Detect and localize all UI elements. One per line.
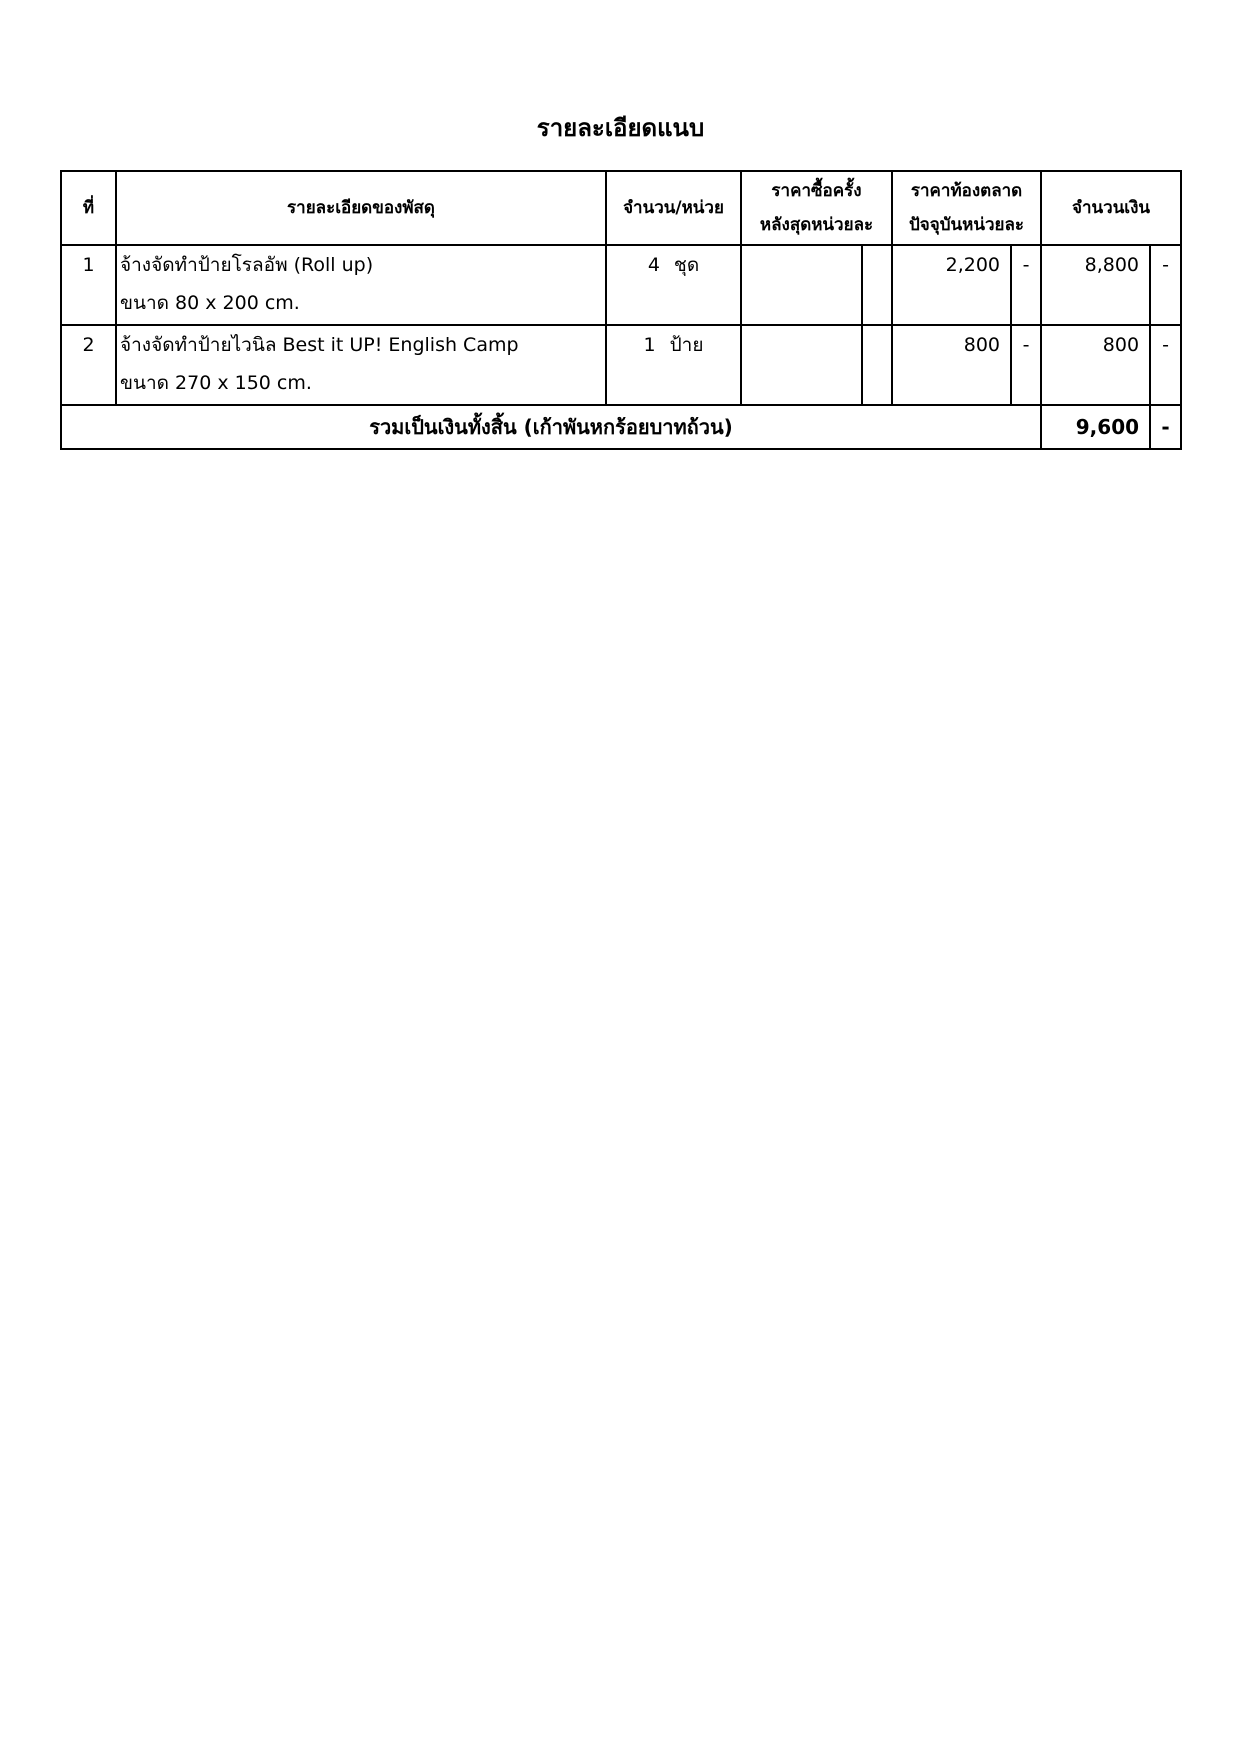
row-market-price-satang: - bbox=[1011, 325, 1041, 405]
header-last-price-line2: หลังสุดหน่วยละ bbox=[759, 215, 874, 235]
row-quantity-value: 4 bbox=[647, 254, 660, 276]
row-description-line1: จ้างจัดทำป้ายไวนิล Best it UP! English Camp bbox=[120, 334, 519, 356]
header-amount: จำนวนเงิน bbox=[1041, 171, 1181, 245]
total-satang: - bbox=[1150, 405, 1181, 449]
table-row bbox=[61, 325, 1181, 405]
row-last-price-satang bbox=[862, 245, 892, 325]
header-description: รายละเอียดของพัสดุ bbox=[116, 171, 606, 245]
row-amount-satang: - bbox=[1150, 245, 1181, 325]
row-amount-satang: - bbox=[1150, 325, 1181, 405]
header-market-price bbox=[892, 171, 1041, 245]
row-quantity bbox=[606, 245, 741, 325]
row-unit: ชุด bbox=[673, 254, 700, 276]
header-no: ที่ bbox=[61, 171, 116, 245]
row-description bbox=[116, 325, 606, 405]
document-title: รายละเอียดแนบ bbox=[536, 114, 705, 142]
header-quantity-unit: จำนวน/หน่วย bbox=[606, 171, 741, 245]
row-description-line2: ขนาด 270 x 150 cm. bbox=[120, 372, 312, 394]
row-market-price: 2,200 bbox=[892, 245, 1011, 325]
header-market-price-line1: ราคาท้องตลาด bbox=[910, 181, 1023, 201]
row-last-price-satang bbox=[862, 325, 892, 405]
row-quantity-value: 1 bbox=[643, 334, 656, 356]
header-row bbox=[61, 171, 1181, 245]
row-unit: ป้าย bbox=[669, 334, 704, 356]
total-label: รวมเป็นเงินทั้งสิ้น (เก้าพันหกร้อยบาทถ้วน) bbox=[61, 405, 1041, 449]
total-row bbox=[61, 405, 1181, 449]
table-row bbox=[61, 245, 1181, 325]
row-market-price-satang: - bbox=[1011, 245, 1041, 325]
row-no: 1 bbox=[61, 245, 116, 325]
row-amount: 8,800 bbox=[1041, 245, 1150, 325]
row-description bbox=[116, 245, 606, 325]
row-description-line2: ขนาด 80 x 200 cm. bbox=[120, 292, 300, 314]
row-last-price bbox=[741, 325, 862, 405]
total-amount: 9,600 bbox=[1041, 405, 1150, 449]
row-market-price: 800 bbox=[892, 325, 1011, 405]
items-table bbox=[60, 170, 1182, 450]
row-no: 2 bbox=[61, 325, 116, 405]
header-last-price-line1: ราคาซื้อครั้ง bbox=[771, 181, 862, 201]
row-quantity bbox=[606, 325, 741, 405]
header-market-price-line2: ปัจจุบันหน่วยละ bbox=[909, 215, 1025, 235]
row-amount: 800 bbox=[1041, 325, 1150, 405]
header-last-price bbox=[741, 171, 892, 245]
row-description-line1: จ้างจัดทำป้ายโรลอัพ (Roll up) bbox=[120, 254, 374, 276]
row-last-price bbox=[741, 245, 862, 325]
